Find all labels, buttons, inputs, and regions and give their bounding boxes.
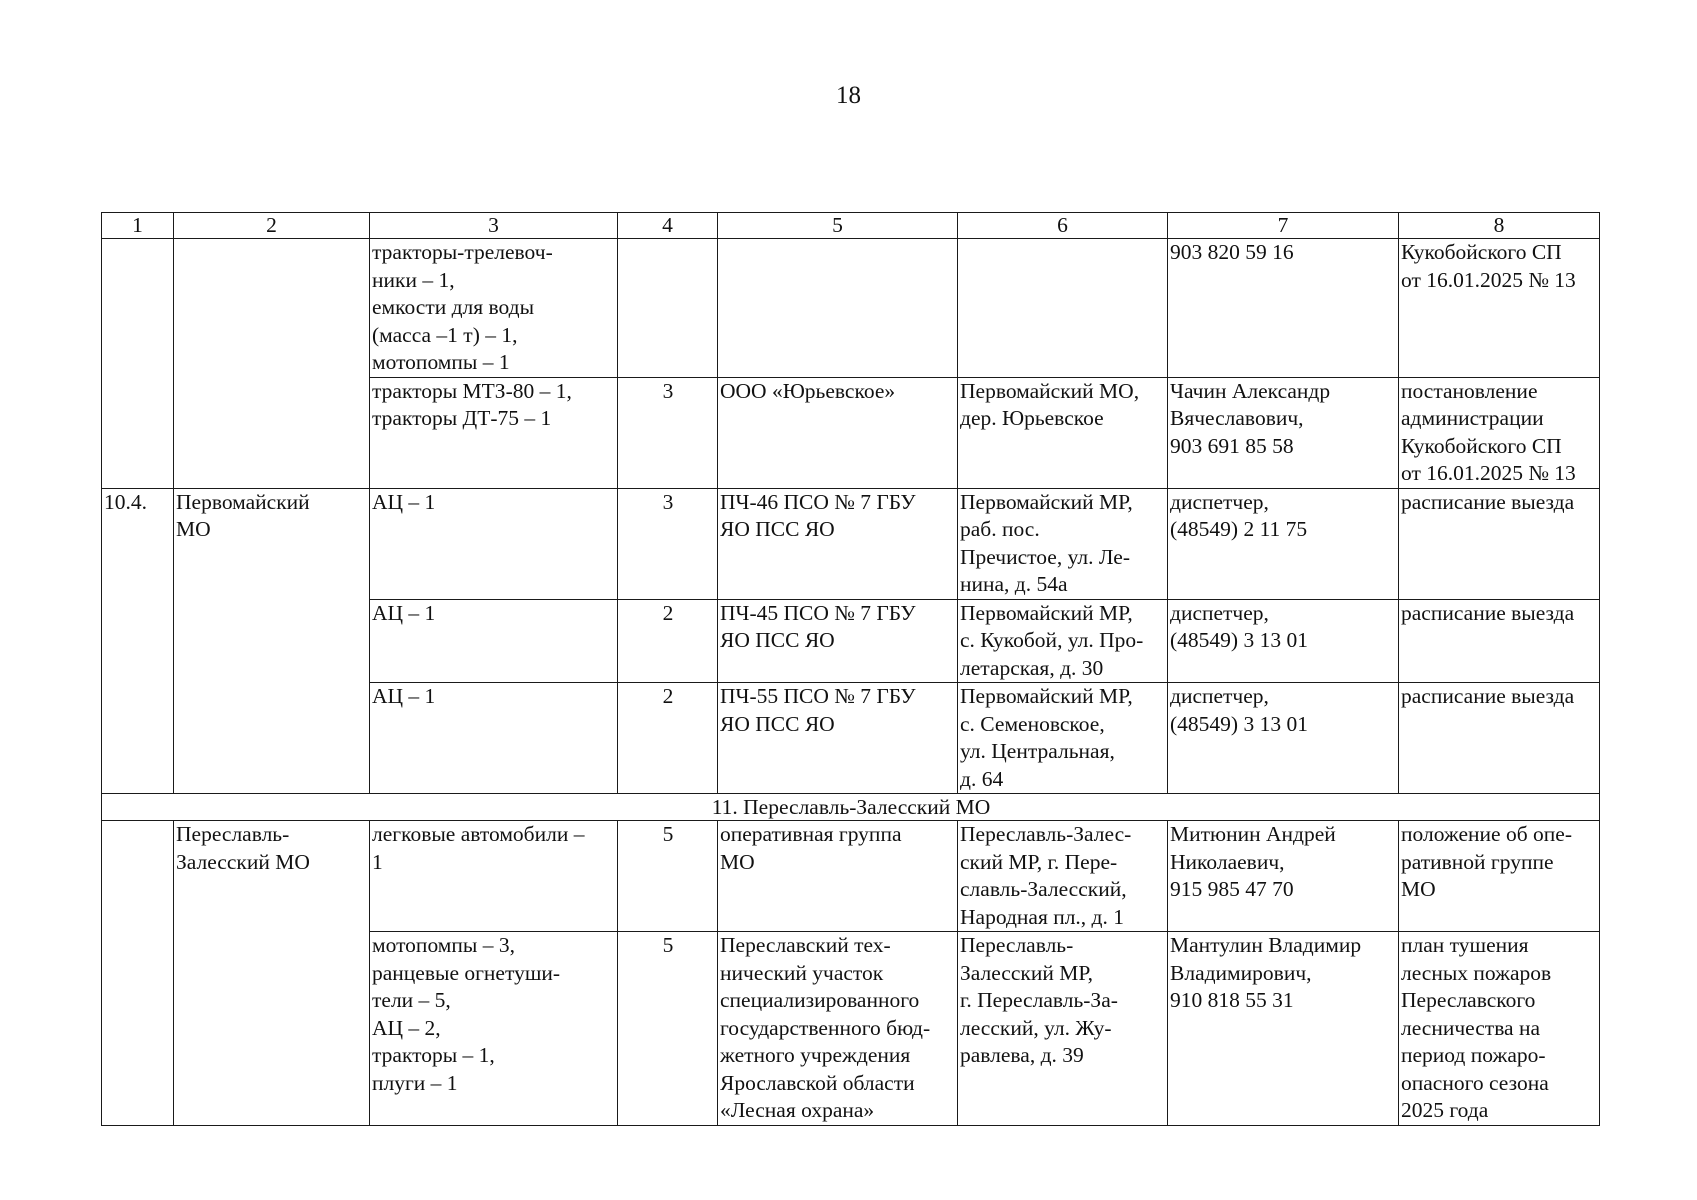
contact-cell — [1168, 599, 1399, 683]
equipment-cell — [370, 821, 618, 932]
quantity-cell: 3 — [618, 377, 718, 488]
cell-line: летарская, д. 30 — [960, 655, 1104, 680]
quantity-cell: 2 — [618, 683, 718, 794]
cell-line: 915 985 47 70 — [1170, 877, 1294, 901]
cell-line: Первомайский МР, — [960, 600, 1133, 625]
cell-line: МО — [720, 849, 755, 874]
cell-line: мотопомпы – 1 — [372, 350, 510, 374]
document-cell — [1399, 821, 1600, 932]
cell-line: Николаевич, — [1170, 849, 1285, 874]
equipment-cell — [370, 683, 618, 794]
cell-line: тракторы ДТ-75 – 1 — [372, 406, 552, 430]
cell-line: плуги – 1 — [372, 1070, 458, 1095]
quantity-cell: 3 — [618, 488, 718, 599]
cell-line: д. 64 — [960, 766, 1004, 791]
number-cell — [102, 239, 174, 489]
document-cell — [1399, 683, 1600, 794]
cell-line: (48549) 3 13 01 — [1170, 628, 1308, 652]
cell-line: Кукобойского СП — [1401, 240, 1562, 264]
cell-line: расписание выезда — [1401, 684, 1575, 708]
municipality-cell — [174, 239, 370, 489]
cell-line: (48549) 2 11 75 — [1170, 517, 1308, 541]
cell-line: ПЧ-46 ПСО № 7 ГБУ — [720, 489, 916, 514]
table-row — [102, 821, 1600, 932]
municipality-cell — [174, 488, 370, 794]
document-cell — [1399, 377, 1600, 488]
cell-line: Кукобойского СП — [1401, 433, 1562, 458]
quantity-cell: 5 — [618, 821, 718, 932]
table-row — [102, 488, 1600, 599]
cell-line: положение об опе- — [1401, 822, 1572, 846]
cell-line: Первомайский — [176, 489, 310, 514]
column-header: 7 — [1168, 213, 1399, 239]
section-row — [102, 794, 1600, 821]
organization-cell — [718, 683, 958, 794]
organization-cell — [718, 599, 958, 683]
cell-line: АЦ – 1 — [372, 489, 436, 514]
cell-line: лесский, ул. Жу- — [960, 1015, 1112, 1040]
address-cell — [958, 599, 1168, 683]
cell-line: специализированного — [720, 988, 920, 1012]
cell-line: Залесский МР, — [960, 960, 1093, 985]
address-cell — [958, 239, 1168, 378]
cell-line: лесничества на — [1401, 1015, 1541, 1040]
municipality-cell — [174, 821, 370, 1126]
cell-line: Владимирович, — [1170, 960, 1312, 985]
table-body — [102, 213, 1600, 1126]
column-header: 4 — [618, 213, 718, 239]
cell-line: мотопомпы – 3, — [372, 933, 515, 957]
address-cell — [958, 821, 1168, 932]
cell-line: Переславль- — [176, 822, 290, 846]
column-header: 5 — [718, 213, 958, 239]
cell-line: АЦ – 2, — [372, 1015, 441, 1040]
address-cell — [958, 377, 1168, 488]
number-cell: 10.4. — [102, 488, 174, 794]
column-header: 1 — [102, 213, 174, 239]
contact-cell — [1168, 377, 1399, 488]
cell-line: ративной группе — [1401, 849, 1554, 874]
cell-line: равлева, д. 39 — [960, 1043, 1084, 1067]
equipment-cell — [370, 932, 618, 1126]
cell-line: Мантулин Владимир — [1170, 933, 1362, 957]
organization-cell — [718, 377, 958, 488]
cell-line: лесных пожаров — [1401, 960, 1552, 985]
table-row — [102, 239, 1600, 378]
column-header: 6 — [958, 213, 1168, 239]
cell-line: г. Переславль-За- — [960, 988, 1118, 1012]
cell-line: постановление — [1401, 378, 1538, 403]
resources-table — [101, 212, 1600, 1126]
cell-line: (масса –1 т) – 1, — [372, 322, 518, 347]
cell-line: 910 818 55 31 — [1170, 988, 1294, 1012]
cell-line: жетного учреждения — [720, 1043, 911, 1067]
cell-line: АЦ – 1 — [372, 600, 436, 625]
page-number: 18 — [836, 82, 861, 109]
column-header: 2 — [174, 213, 370, 239]
cell-line: государственного бюд- — [720, 1015, 931, 1040]
cell-line: от 16.01.2025 № 13 — [1401, 461, 1576, 485]
cell-line: диспетчер, — [1170, 600, 1269, 625]
cell-line: расписание выезда — [1401, 600, 1575, 625]
equipment-cell — [370, 239, 618, 378]
cell-line: Митюнин Андрей — [1170, 822, 1336, 846]
cell-line: АЦ – 1 — [372, 684, 436, 708]
organization-cell — [718, 239, 958, 378]
cell-line: нина, д. 54а — [960, 572, 1068, 596]
cell-line: опасного сезона — [1401, 1070, 1549, 1095]
cell-line: ники – 1, — [372, 267, 455, 292]
cell-line: ЯО ПСС ЯО — [720, 711, 835, 736]
cell-line: от 16.01.2025 № 13 — [1401, 267, 1576, 292]
cell-line: Переславского — [1401, 988, 1536, 1012]
cell-line: тракторы-трелевоч- — [372, 240, 553, 264]
cell-line: с. Семеновское, — [960, 711, 1105, 736]
contact-cell — [1168, 821, 1399, 932]
cell-line: ПЧ-45 ПСО № 7 ГБУ — [720, 600, 916, 625]
cell-line: 1 — [372, 849, 383, 874]
cell-line: ООО «Юрьевское» — [720, 378, 896, 403]
cell-line: с. Кукобой, ул. Про- — [960, 628, 1144, 652]
cell-line: нический участок — [720, 960, 884, 985]
cell-line: 903 820 59 16 — [1170, 240, 1294, 264]
column-header: 3 — [370, 213, 618, 239]
cell-line: диспетчер, — [1170, 684, 1269, 708]
cell-line: ранцевые огнетуши- — [372, 960, 561, 985]
cell-line: МО — [1401, 877, 1436, 901]
cell-line: Первомайский МР, — [960, 489, 1133, 514]
cell-line: Первомайский МО, — [960, 378, 1140, 403]
cell-line: (48549) 3 13 01 — [1170, 711, 1308, 736]
cell-line: ский МР, г. Пере- — [960, 849, 1118, 874]
document-cell — [1399, 488, 1600, 599]
cell-line: раб. пос. — [960, 517, 1040, 541]
cell-line: план тушения — [1401, 933, 1529, 957]
equipment-cell — [370, 599, 618, 683]
cell-line: Переславль-Залес- — [960, 822, 1132, 846]
quantity-cell — [618, 239, 718, 378]
cell-line: Чачин Александр — [1170, 378, 1331, 403]
cell-line: Залесский МО — [176, 849, 310, 874]
organization-cell — [718, 932, 958, 1126]
cell-line: 903 691 85 58 — [1170, 433, 1294, 458]
document-cell — [1399, 239, 1600, 378]
cell-line: Пречистое, ул. Ле- — [960, 544, 1130, 569]
section-title: 11. Переславль-Залесский МО — [102, 794, 1600, 821]
cell-line: ул. Центральная, — [960, 739, 1115, 763]
column-number-row — [102, 213, 1600, 239]
document-cell — [1399, 599, 1600, 683]
address-cell — [958, 488, 1168, 599]
document-cell — [1399, 932, 1600, 1126]
organization-cell — [718, 821, 958, 932]
cell-line: Народная пл., д. 1 — [960, 904, 1125, 929]
cell-line: тели – 5, — [372, 988, 451, 1012]
cell-line: ЯО ПСС ЯО — [720, 517, 835, 541]
cell-line: Первомайский МР, — [960, 684, 1133, 708]
cell-line: МО — [176, 517, 211, 541]
equipment-cell — [370, 377, 618, 488]
cell-line: славль-Залесский, — [960, 877, 1127, 901]
cell-line: емкости для воды — [372, 295, 535, 319]
cell-line: период пожаро- — [1401, 1043, 1546, 1067]
organization-cell — [718, 488, 958, 599]
cell-line: тракторы – 1, — [372, 1043, 495, 1067]
column-header: 8 — [1399, 213, 1600, 239]
cell-line: дер. Юрьевское — [960, 406, 1104, 430]
cell-line: Вячеславович, — [1170, 406, 1304, 430]
equipment-cell — [370, 488, 618, 599]
cell-line: легковые автомобили – — [372, 822, 585, 846]
cell-line: ПЧ-55 ПСО № 7 ГБУ — [720, 684, 916, 708]
cell-line: оперативная группа — [720, 822, 902, 846]
address-cell — [958, 683, 1168, 794]
contact-cell — [1168, 683, 1399, 794]
cell-line: Переславский тех- — [720, 933, 891, 957]
contact-cell — [1168, 932, 1399, 1126]
quantity-cell: 5 — [618, 932, 718, 1126]
contact-cell — [1168, 239, 1399, 378]
cell-line: расписание выезда — [1401, 489, 1575, 514]
cell-line: Ярославской области — [720, 1070, 915, 1095]
number-cell — [102, 821, 174, 1126]
cell-line: «Лесная охрана» — [720, 1098, 875, 1122]
quantity-cell: 2 — [618, 599, 718, 683]
cell-line: ЯО ПСС ЯО — [720, 628, 835, 652]
cell-line: тракторы МТЗ-80 – 1, — [372, 378, 572, 403]
cell-line: администрации — [1401, 406, 1544, 430]
cell-line: Переславль- — [960, 933, 1074, 957]
address-cell — [958, 932, 1168, 1126]
cell-line: 2025 года — [1401, 1098, 1489, 1122]
contact-cell — [1168, 488, 1399, 599]
cell-line: диспетчер, — [1170, 489, 1269, 514]
